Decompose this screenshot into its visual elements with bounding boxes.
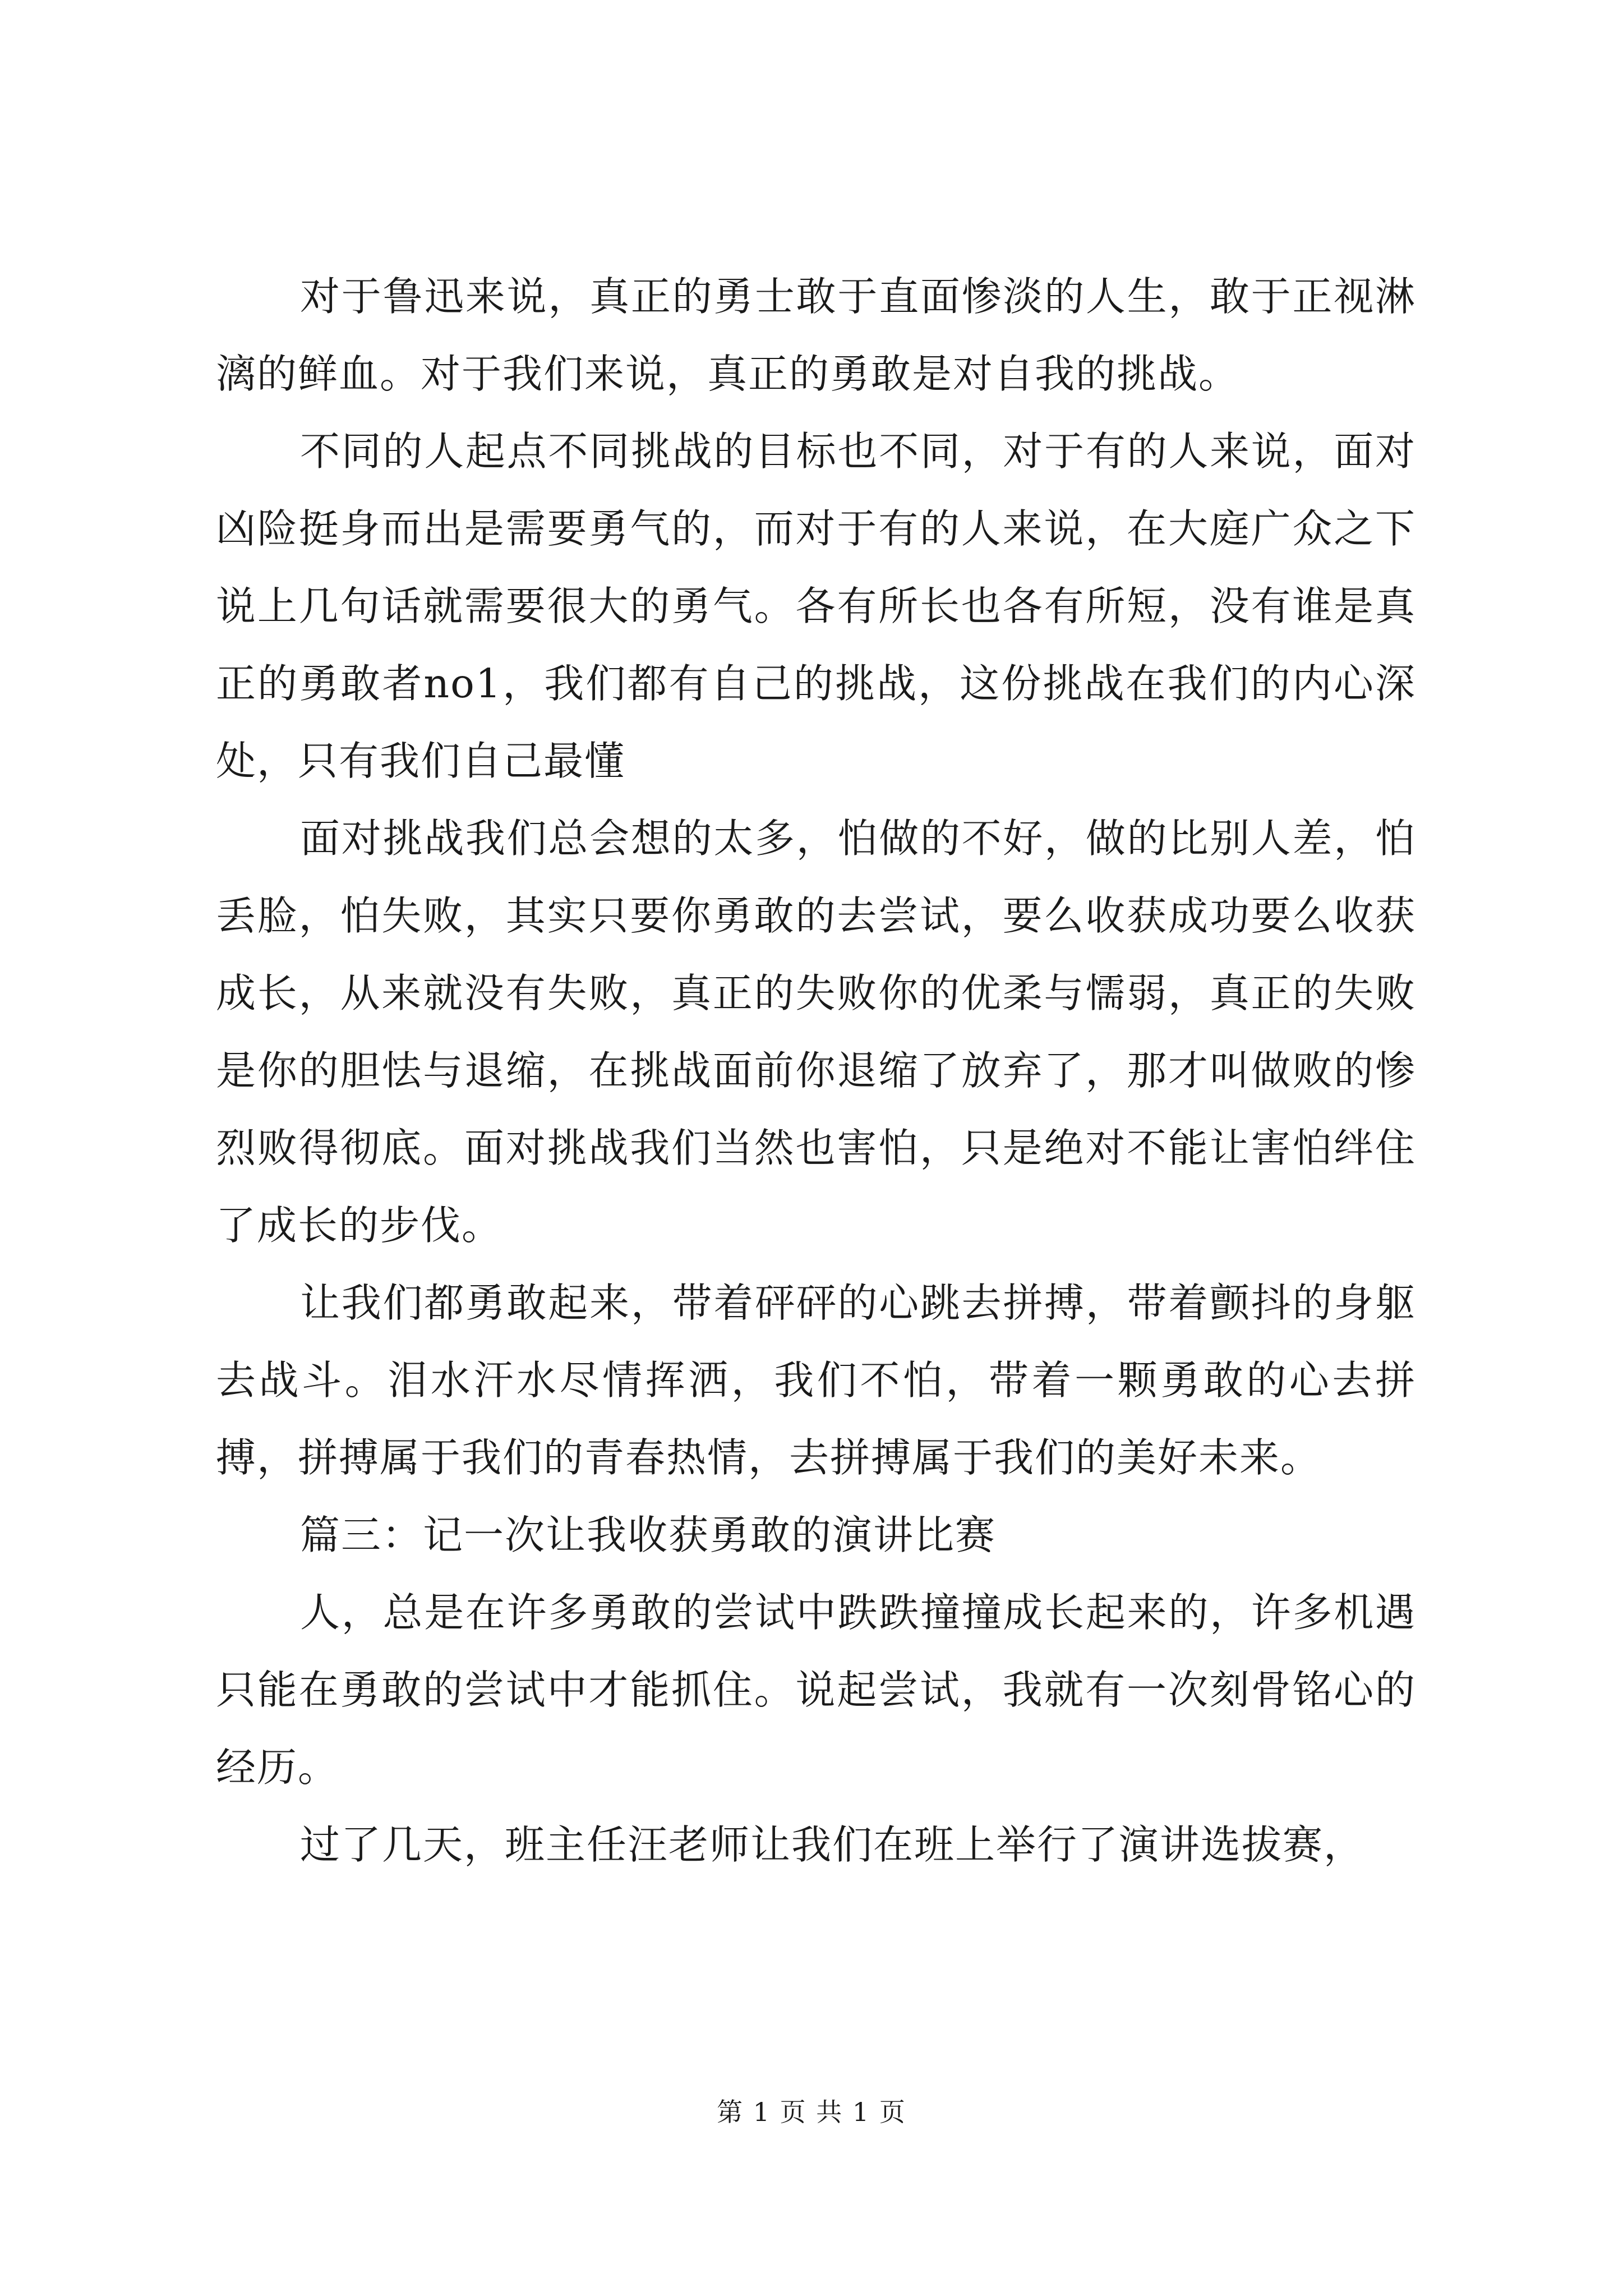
- document-body: [216, 258, 1416, 1884]
- paragraph-1: 对于鲁迅来说，真正的勇士敢于直面惨淡的人生，敢于正视淋漓的鲜血。对于我们来说，真正的勇敢是对自我的挑战。: [216, 273, 1416, 397]
- paragraph-6: 过了几天，班主任汪老师让我们在班上举行了演讲选拔赛，: [300, 1821, 1365, 1868]
- paragraph-3: 面对挑战我们总会想的太多，怕做的不好，做的比别人差，怕丢脸，怕失败，其实只要你勇敢的去尝试，要么收获成功要么收获成长，从来就没有失败，真正的失败你的优柔与懦弱，真正的失败是你的胆怯与退缩，在挑战面前你退缩了放弃了，那才叫做败的惨烈败得彻底。面对挑战我们当然也害怕，只是绝对不能让害怕绊住了成长的步伐。: [216, 815, 1416, 1249]
- section-heading: 篇三：记一次让我收获勇敢的演讲比赛: [300, 1512, 997, 1558]
- paragraph-4: 让我们都勇敢起来，带着砰砰的心跳去拼搏，带着颤抖的身躯去战斗。泪水汗水尽情挥洒，我们不怕，带着一颗勇敢的心去拼搏，拼搏属于我们的青春热情，去拼搏属于我们的美好未来。: [216, 1280, 1416, 1481]
- paragraph-5: 人，总是在许多勇敢的尝试中跌跌撞撞成长起来的，许多机遇只能在勇敢的尝试中才能抓住。说起尝试，我就有一次刻骨铭心的经历。: [216, 1589, 1416, 1791]
- paragraph-2: 不同的人起点不同挑战的目标也不同，对于有的人来说，面对凶险挺身而出是需要勇气的，而对于有的人来说，在大庭广众之下说上几句话就需要很大的勇气。各有所长也各有所短，没有谁是真正的勇敢者no1，我们都有自己的挑战，这份挑战在我们的内心深处，只有我们自己最懂: [216, 428, 1416, 784]
- page-footer: 第 1 页 共 1 页: [717, 2097, 906, 2127]
